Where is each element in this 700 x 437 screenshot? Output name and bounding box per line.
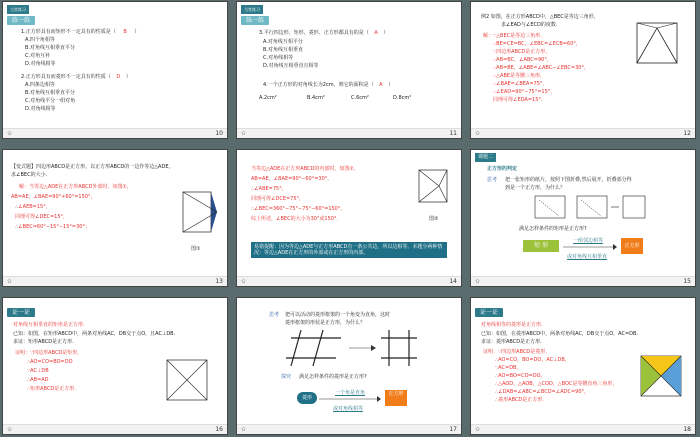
slide-footer	[3, 276, 227, 286]
answer-text: B	[123, 29, 127, 35]
solution-line: 解：当等边△ADE在正方形ABCD外部时，如图①，	[19, 184, 132, 190]
think-text-2: 菱形框架的形状是正方形，为什么？	[285, 320, 366, 326]
option: D.对角线相等	[25, 61, 56, 67]
solution-line: 当等边△ADE在正方形ABCD的内部时，如图②，	[251, 166, 359, 172]
example-title: 例2 如图，在正方形ABCD中，△BEC是等边三角形，	[481, 14, 599, 20]
proof-line: ∴△AOD，△AOB，△COD，△BOC是等腰直角三角形，	[495, 381, 618, 387]
page-number: 16	[215, 426, 223, 433]
given-text: 已知：如图，在菱形ABCD中，两条对角线AC，DB交于点O，AC=DB.	[481, 331, 639, 337]
question-text-end: ）	[388, 82, 394, 88]
slide-header-tab: 当堂练习	[7, 5, 29, 14]
page-number: 14	[449, 278, 457, 285]
condition-text-2: 或对角线相等	[333, 406, 364, 412]
star-icon: ✩	[475, 426, 481, 433]
slide-footer	[471, 424, 695, 434]
fold-figure	[531, 192, 651, 222]
proof-line: ∴AO=CO=BO=DO	[27, 359, 73, 365]
proof-line: ∵AC⊥DB	[27, 368, 49, 374]
question-text-end: ）	[125, 74, 131, 80]
proof-line: ∴菱形ABCD是正方形.	[495, 397, 544, 403]
proof-line: 证明：∵四边形ABCD是矩形，	[15, 350, 83, 356]
think-label: 思考	[269, 312, 280, 318]
rhombus-frame-figure	[281, 328, 421, 368]
think-text-2: 到是一个正方形，为什么？	[505, 185, 566, 191]
question-text: 满足怎样条件的菱形是正方形?	[299, 374, 367, 380]
star-icon: ✩	[475, 130, 481, 137]
rhombus-box: 菱形	[297, 392, 317, 404]
slide-15[interactable]	[471, 150, 695, 286]
solution-line: ∴∠AEB=15°，	[15, 204, 51, 210]
proof-line: ∴AO=BO=CO=DO，	[495, 373, 546, 379]
question-text: 1.正方形具有而矩形不一定具有的性质是（	[21, 29, 116, 35]
slide-18[interactable]	[471, 298, 695, 434]
rectangle-box: 矩 形	[523, 240, 559, 252]
given-text: 已知：如图，在矩形ABCD中，两条对角线AC，DB交于点O，且AC⊥DB.	[13, 331, 176, 337]
solution-line: AB=AE，∠BAE=90°+60°=150°，	[11, 194, 96, 200]
theorem-text: 对角线互相垂直的矩形是正方形.	[13, 322, 85, 328]
figure-caption: 图②	[429, 216, 439, 222]
solution-line: AB=AE，∠BAE=90°−60°=30°，	[251, 176, 333, 182]
page-number: 10	[215, 130, 223, 137]
square-box: 正方形	[621, 238, 643, 254]
option: A.四个角相等	[25, 37, 55, 43]
star-icon: ✩	[7, 130, 13, 137]
solution-line: ∴AB=BE，∠ABE=∠ABC−∠EBC=30°，	[493, 65, 589, 71]
option: D.对角线相等	[25, 106, 56, 112]
slide-footer	[3, 424, 227, 434]
question-text: 4.一个正方形的对角线长为2cm，则它的面积是（	[263, 82, 374, 88]
slide-header: 练一练	[241, 16, 269, 25]
proof-line: ∴AO=CO，BO=DO，AC⊥DB，	[495, 357, 570, 363]
option: C.6cm²	[351, 95, 369, 101]
answer-text: D	[116, 74, 121, 80]
star-icon: ✩	[7, 278, 13, 285]
option: C.对角互补	[25, 53, 51, 59]
slide-footer	[471, 128, 695, 138]
slide-header-tab: 当堂练习	[241, 5, 263, 14]
error-tip: 易错提醒：因为等边△ADE与正方形ABCD有一条公共边，所以边相等。本题分两种情况：等边△ADE在正方形的外部或在正方形的内部。	[251, 242, 447, 258]
slide-footer	[3, 128, 227, 138]
option: A.四条边相等	[25, 82, 55, 88]
condition-text-2: 或对角线互相垂直	[567, 254, 608, 260]
condition-text: 一组邻边相等	[573, 238, 604, 244]
figure-1	[177, 182, 221, 242]
think-label: 思考	[487, 177, 498, 183]
solution-line: 同理可得∠EDA=15°.	[493, 97, 543, 103]
star-icon: ✩	[241, 130, 247, 137]
question-text: 2.正方形具有而菱形不一定具有的性质（	[21, 74, 111, 80]
page-number: 11	[449, 130, 457, 137]
solution-line: ∴AB=BC，∠ABC=90°，	[493, 57, 552, 63]
slide-13[interactable]	[3, 150, 227, 286]
question-text: 3.平行四边形、矩形、菱形、正方形都具有的是（	[259, 30, 369, 36]
slide-footer	[237, 424, 461, 434]
condition-text: 一个角是直角	[335, 390, 366, 396]
option: B.4cm²	[307, 95, 325, 101]
solution-line: ∴∠BEC=60°−15°−15°=30°；	[15, 224, 90, 230]
slide-16[interactable]	[3, 298, 227, 434]
proof-line: ∴AB=AD	[27, 377, 49, 383]
solution-line: 同理可得∠DCE=75°，	[251, 196, 305, 202]
square-box: 正方形	[385, 390, 407, 406]
slide-header: 课题二	[475, 153, 496, 162]
solution-line: ∴△ABE是等腰三角形，	[493, 73, 546, 79]
page-number: 18	[683, 426, 691, 433]
slide-header: 练一练	[7, 16, 35, 25]
prove-text: 求证：菱形ABCD是正方形.	[481, 339, 542, 345]
think-text: 把一张矩形的纸片，按照下图折叠,然后展开，折叠部分得	[505, 177, 632, 183]
solution-line: ∴∠BAE=∠BEA=75°，	[493, 81, 548, 87]
solution-line: 综上所述，∠BEC的大小为30°或150°.	[251, 216, 339, 222]
star-icon: ✩	[241, 426, 247, 433]
page-number: 17	[449, 426, 457, 433]
square-triangle-figure	[631, 18, 687, 68]
option: B.对角线互相垂直平分	[25, 90, 76, 96]
rhombus-square-figure	[637, 352, 687, 402]
slide-header: 证一证	[475, 308, 503, 317]
question-text: 满足怎样条件的矩形是正方形?	[519, 226, 587, 232]
prove-text: 求证：矩形ABCD是正方形.	[13, 339, 74, 345]
option: A.对角线互相平分	[263, 39, 303, 45]
proof-line: ∵AC=DB，	[495, 365, 522, 371]
slide-10[interactable]	[3, 2, 227, 138]
solution-line: ∴BE=CE=BC，∠EBC=∠ECB=60°，	[493, 41, 581, 47]
think-text: 把可以活动的菱形框架的一个角变为直角，这时	[285, 312, 391, 318]
solution-line: ∴∠EAD=90°−75°=15°，	[493, 89, 556, 95]
solution-line: ∴∠BEC=360°−75°−75°−60°=150°，	[251, 206, 346, 212]
slide-11[interactable]	[237, 2, 461, 138]
proof-line: ∴∠DAB=∠ABC=∠BCD=∠ADC=90°，	[495, 389, 590, 395]
theorem-text: 对角线相等的菱形是正方形.	[481, 322, 543, 328]
solution-line: ∵四边形ABCD是正方形，	[493, 49, 551, 55]
option: C.对角线相等	[263, 55, 294, 61]
slide-12[interactable]	[471, 2, 695, 138]
question-text-end: ）	[134, 29, 140, 35]
option: A.2cm²	[259, 95, 277, 101]
proof-line: ∴矩形ABCD是正方形.	[27, 386, 76, 392]
arrow-icon	[319, 396, 381, 402]
arrow-icon	[563, 244, 617, 250]
answer-text: A	[374, 30, 378, 36]
figure-2	[413, 166, 453, 212]
star-icon: ✩	[7, 426, 13, 433]
explore-label: 探究	[281, 374, 292, 380]
slide-17[interactable]	[237, 298, 461, 434]
option: C.对角线平分一组对角	[25, 98, 76, 104]
rectangle-figure	[163, 356, 213, 404]
slide-14[interactable]	[237, 150, 461, 286]
page-number: 12	[683, 130, 691, 137]
page-number: 15	[683, 278, 691, 285]
option: D.对角线互相垂直且相等	[263, 63, 319, 69]
page-number: 13	[215, 278, 223, 285]
option: B.对角线互相垂直	[263, 47, 304, 53]
section-title: 正方形的判定	[487, 166, 518, 172]
question-text-end: ）	[383, 30, 389, 36]
slide-header: 证一证	[7, 308, 35, 317]
figure-caption: 图①	[191, 246, 201, 252]
option: D.8cm²	[393, 95, 412, 101]
slide-footer	[237, 276, 461, 286]
proof-line: 证明：∵四边形ABCD是菱形，	[483, 349, 551, 355]
solution-line: 同理可得∠DEC=15°，	[15, 214, 69, 220]
example-title-2: 求∠EAD与∠ECD的度数.	[501, 22, 558, 28]
option: B.对角线互相垂直平分	[25, 45, 76, 51]
answer-text: A	[379, 82, 383, 88]
variant-title-2: 求∠BEC的大小.	[11, 172, 48, 178]
star-icon: ✩	[241, 278, 247, 285]
star-icon: ✩	[475, 278, 481, 285]
slide-footer	[471, 276, 695, 286]
slide-footer	[237, 128, 461, 138]
variant-title: 【变式题】四边形ABCD是正方形，以正方形ABCD的一边作等边△ADE，	[11, 164, 174, 170]
solution-line: ∴∠ABE=75°，	[251, 186, 287, 192]
solution-line: 解：∵△BEC是等边三角形，	[483, 33, 546, 39]
